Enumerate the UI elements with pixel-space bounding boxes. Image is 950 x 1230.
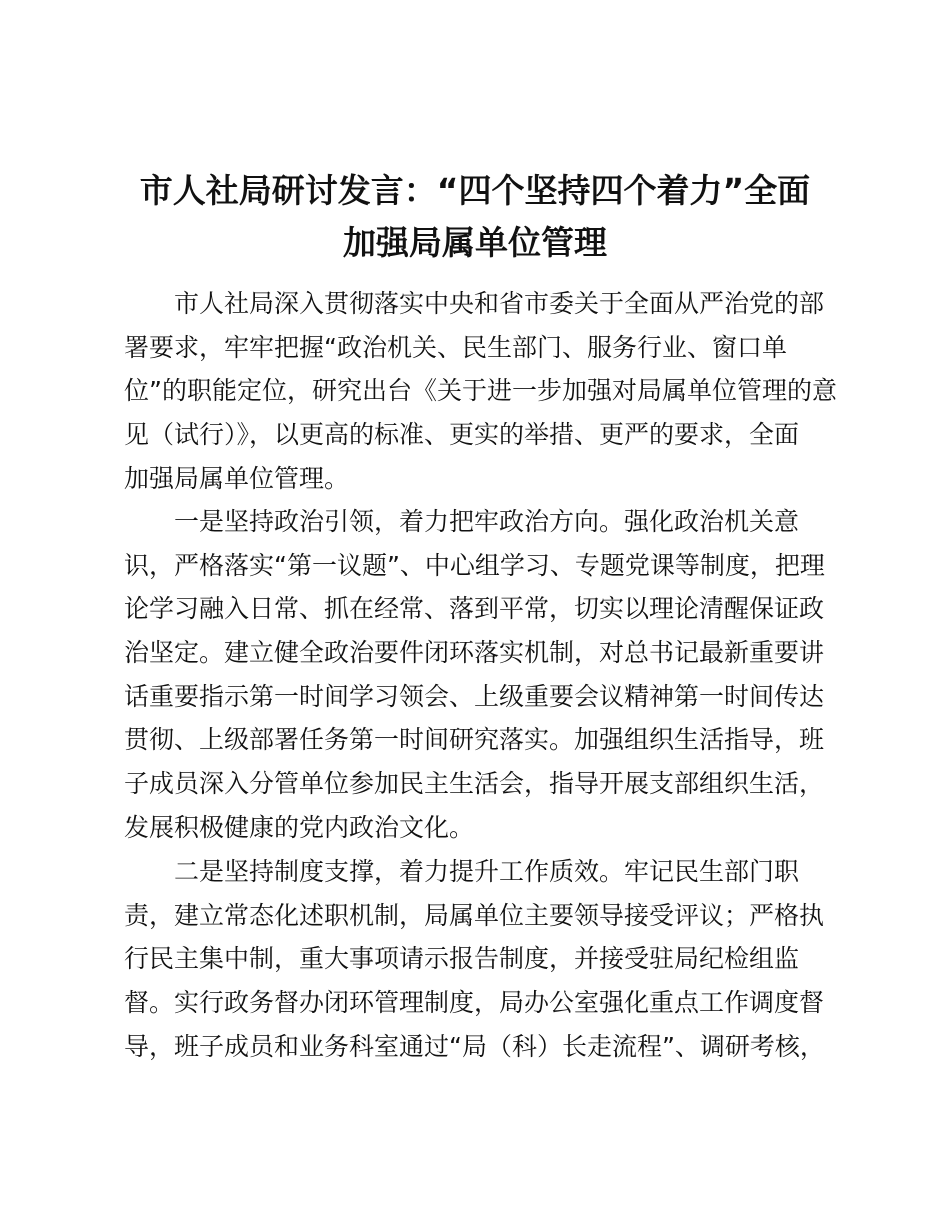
paragraph-line: 行民主集中制，重大事项请示报告制度，并接受驻局纪检组监 — [124, 944, 800, 974]
paragraph-line: 见（试行）》，以更高的标准、更实的举措、更严的要求，全面 — [124, 420, 800, 450]
paragraph-line: 话重要指示第一时间学习领会、上级重要会议精神第一时间传达 — [124, 681, 825, 711]
paragraph-line: 治坚定。建立健全政治要件闭环落实机制，对总书记最新重要讲 — [124, 638, 825, 668]
paragraph-line: 识，严格落实“第一议题”、中心组学习、专题党课等制度，把理 — [124, 550, 825, 580]
title-line-1: 市人社局研讨发言：“四个坚持四个着力”全面 — [139, 171, 811, 210]
paragraph-political-guidance — [124, 500, 844, 850]
paragraph-line: 子成员深入分管单位参加民主生活会，指导开展支部组织生活， — [124, 769, 825, 799]
paragraph-line: 督。实行政务督办闭环管理制度，局办公室强化重点工作调度督 — [124, 988, 825, 1018]
paragraph-line: 署要求，牢牢把握“政治机关、民生部门、服务行业、窗口单 — [124, 332, 787, 362]
paragraph-line: 发展积极健康的党内政治文化。 — [124, 812, 475, 842]
paragraph-line: 一是坚持政治引领，着力把牢政治方向。强化政治机关意 — [174, 507, 800, 536]
paragraph-line: 导，班子成员和业务科室通过“局（科）长走流程”、调研考核， — [124, 1031, 825, 1061]
title-line-2: 加强局属单位管理 — [343, 223, 607, 262]
paragraph-line: 二是坚持制度支撑，着力提升工作质效。牢记民生部门职 — [174, 857, 800, 886]
paragraph-line: 贯彻、上级部署任务第一时间研究落实。加强组织生活指导，班 — [124, 725, 825, 755]
paragraph-line: 加强局属单位管理。 — [124, 463, 350, 493]
paragraph-line: 论学习融入日常、抓在经常、落到平常，切实以理论清醒保证政 — [124, 594, 825, 624]
paragraph-line: 责，建立常态化述职机制，局属单位主要领导接受评议；严格执 — [124, 900, 825, 930]
paragraph-line: 市人社局深入贯彻落实中央和省市委关于全面从严治党的部 — [174, 289, 825, 318]
paragraph-institutional-support — [124, 850, 844, 1068]
paragraph-intro — [124, 282, 844, 500]
paragraph-line: 位”的职能定位，研究出台《关于进一步加强对局属单位管理的意 — [124, 376, 837, 406]
document-title — [100, 165, 850, 269]
